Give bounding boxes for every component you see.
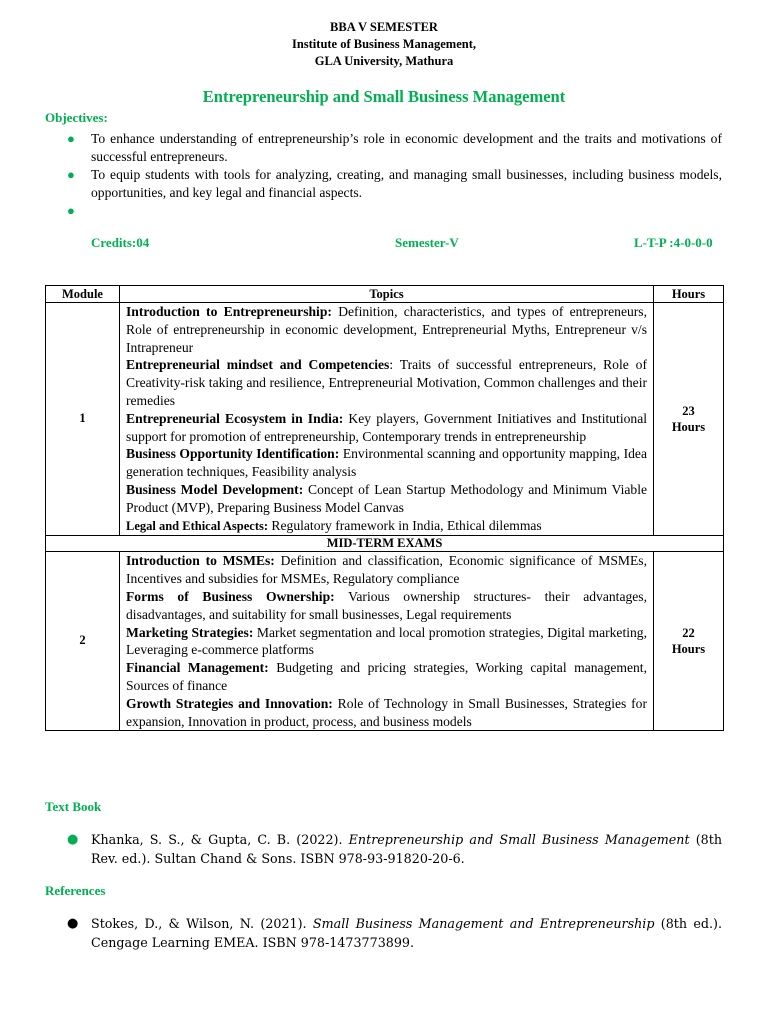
- topic: [126, 695, 647, 731]
- module-topics: [120, 552, 654, 731]
- topic-title: Forms of Business Ownership:: [126, 588, 335, 604]
- module-number: 2: [46, 552, 120, 731]
- topic-text: Concept of Lean Startup Methodology and Minimum Viable Product (MVP), Preparing Business Model Canvas: [126, 481, 648, 515]
- module-hours: [654, 552, 724, 731]
- textbook-details: (8th Rev. ed.). Sultan Chand & Sons. ISBN 978-93-91820-20-6.: [91, 832, 723, 866]
- textbook-list: [66, 830, 722, 868]
- bullet-icon: ●: [67, 167, 75, 182]
- hours-value: 22: [682, 626, 695, 641]
- module-number: 1: [46, 303, 120, 536]
- reference-title: Small Business Management and Entrepreneurship: [312, 916, 655, 931]
- objectives-heading: Objectives:: [45, 110, 108, 125]
- objective-text: To equip students with tools for analyzing, creating, and managing small businesses, including business models, opportunities, and key legal and financial aspects.: [91, 167, 722, 200]
- topic-text: Key players, Government Initiatives and Institutional support for promotion of entrepreneurship, Contemporary trends in entrepreneurship: [126, 410, 647, 444]
- topic: [126, 303, 647, 356]
- references-list: [66, 914, 722, 952]
- objectives-list: [66, 130, 722, 220]
- header-topics: Topics: [120, 286, 654, 303]
- topic-text: Budgeting and pricing strategies, Working capital management, Sources of finance: [126, 660, 647, 693]
- header-institute: Institute of Business Management,: [291, 37, 477, 51]
- topic: [126, 481, 647, 517]
- reference-authors: Stokes, D., & Wilson, N. (2021).: [91, 916, 313, 931]
- topic-title: Entrepreneurial Ecosystem in India:: [126, 410, 344, 426]
- objective-item: [66, 166, 722, 202]
- topic-title: Business Model Development:: [126, 481, 304, 497]
- topic-title: Business Opportunity Identification:: [126, 446, 340, 462]
- bullet-icon: ●: [67, 203, 75, 218]
- objective-item: [66, 130, 722, 166]
- topic-title: Introduction to Entrepreneurship:: [126, 304, 332, 319]
- topic: [126, 517, 647, 536]
- textbook-heading: Text Book: [45, 799, 102, 814]
- header-university: GLA University, Mathura: [314, 54, 454, 68]
- topic: [126, 356, 647, 409]
- topic-title: Financial Management:: [126, 660, 269, 676]
- table-row: [46, 552, 724, 731]
- bullet-icon: ●: [67, 131, 75, 146]
- header-hours: Hours: [654, 286, 724, 303]
- module-hours: [654, 303, 724, 536]
- reference-details: (8th ed.). Cengage Learning EMEA. ISBN 978-1473773899.: [91, 916, 722, 950]
- topic-title: Legal and Ethical Aspects:: [126, 518, 269, 533]
- header-semester: BBA V SEMESTER: [330, 20, 438, 34]
- objective-item: [66, 202, 722, 220]
- bullet-icon: ●: [67, 832, 79, 847]
- textbook-item: [66, 830, 722, 868]
- textbook-title: Entrepreneurship and Small Business Management: [348, 832, 690, 847]
- topic-title: Marketing Strategies:: [126, 624, 254, 640]
- references-heading: References: [45, 883, 106, 898]
- table-header-row: [46, 286, 724, 303]
- topic-text: Definition, characteristics, and types of entrepreneurs, Role of entrepreneurship in economic development, Entrepreneurial Myths, Entrepreneur v/s Intrapreneur: [126, 304, 647, 355]
- course-title: Entrepreneurship and Small Business Management: [202, 87, 566, 106]
- module-topics: [120, 303, 654, 536]
- topic: [126, 410, 647, 446]
- topic: [126, 588, 647, 624]
- objective-text: To enhance understanding of entrepreneurship’s role in economic development and the traits and motivations of successful entrepreneurs.: [91, 131, 722, 164]
- topic-title: Introduction to MSMEs:: [126, 553, 275, 569]
- syllabus-table: [45, 285, 724, 731]
- topic: [126, 552, 647, 588]
- topic: [126, 624, 647, 660]
- header-module: Module: [46, 286, 120, 303]
- topic-title: Entrepreneurial mindset and Competencies: [126, 357, 390, 373]
- topic-text: Various ownership structures- their advantages, disadvantages, and suitability for small businesses, Legal requirements: [126, 588, 647, 622]
- topic-text: Market segmentation and local promotion strategies, Digital marketing, Leveraging e-commerce platforms: [126, 624, 648, 658]
- ltp: L-T-P :4-0-0-0: [634, 235, 713, 250]
- table-row: [46, 303, 724, 536]
- reference-item: [66, 914, 722, 952]
- hours-unit: Hours: [671, 420, 706, 435]
- mid-term-row: [46, 536, 724, 552]
- semester: Semester-V: [395, 235, 459, 250]
- topic-text: : Traits of successful entrepreneurs, Role of Creativity-risk taking and resilience, Entrepreneurial Motivation, Common challenges and their remedies: [126, 357, 647, 408]
- textbook-authors: Khanka, S. S., & Gupta, C. B. (2022).: [91, 832, 349, 847]
- topic: [126, 659, 647, 695]
- topic-text: Environmental scanning and opportunity mapping, Idea generation techniques, Feasibility analysis: [126, 446, 647, 480]
- topic-title: Growth Strategies and Innovation:: [126, 695, 333, 711]
- topic-text: Role of Technology in Small Businesses, Strategies for expansion, Innovation in product, process, and business models: [126, 695, 647, 729]
- topic-text: Regulatory framework in India, Ethical dilemmas: [268, 517, 542, 533]
- bullet-icon: ●: [67, 916, 79, 931]
- mid-term-label: MID-TERM EXAMS: [46, 536, 724, 552]
- topic: [126, 445, 647, 481]
- hours-value: 23: [682, 404, 695, 419]
- credits: Credits:04: [91, 235, 150, 250]
- hours-unit: Hours: [671, 642, 706, 657]
- topic-text: Definition and classification, Economic significance of MSMEs, Incentives and subsidies for MSMEs, Regulatory compliance: [126, 553, 647, 587]
